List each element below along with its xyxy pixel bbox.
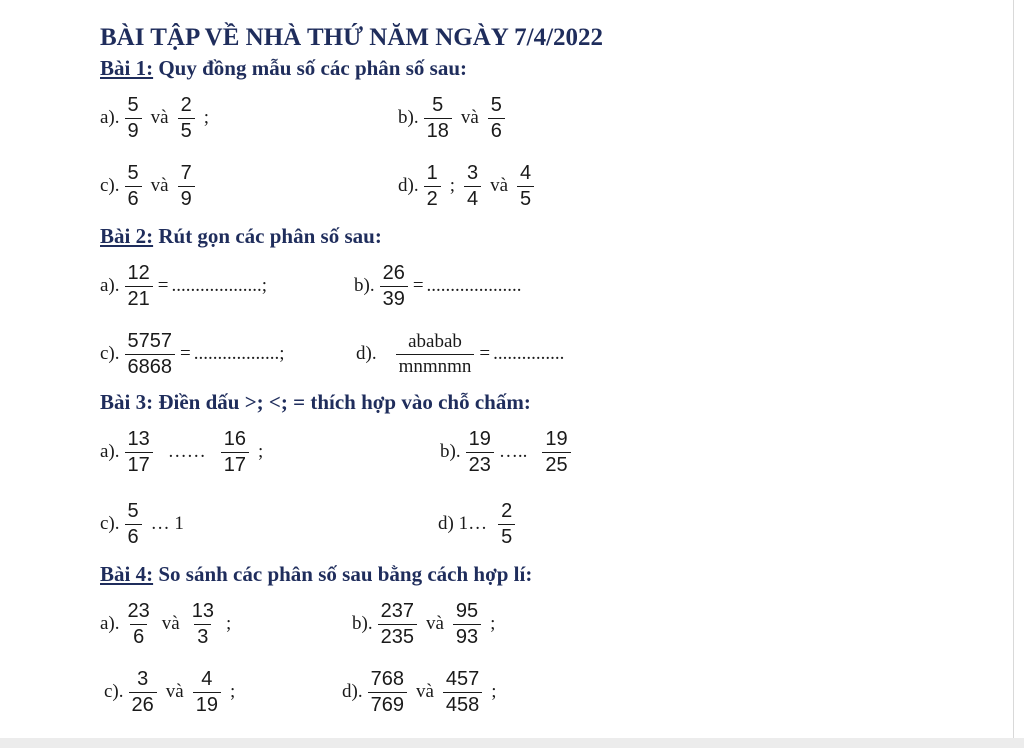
denominator: 21 — [125, 286, 153, 310]
equals-sign: = — [157, 275, 169, 296]
numerator: ababab — [408, 330, 462, 352]
denominator: 26 — [129, 692, 157, 716]
fraction — [453, 601, 481, 648]
fraction — [125, 601, 153, 648]
exercise-4-item-c — [104, 660, 239, 724]
exercise-3-item-c — [100, 492, 188, 556]
fraction — [125, 95, 142, 142]
numerator: 3 — [466, 161, 479, 184]
denominator: 23 — [466, 452, 494, 476]
fraction — [178, 163, 195, 210]
numerator: 2 — [501, 499, 513, 522]
denominator: 6868 — [125, 354, 176, 378]
numerator: 5 — [127, 499, 139, 522]
item-prefix: c). — [100, 175, 120, 196]
answer-blank: ............... — [493, 343, 565, 364]
numerator: 13 — [191, 599, 214, 622]
fraction — [221, 429, 249, 476]
exercise-3-item-b — [440, 420, 576, 484]
denominator: 6 — [125, 524, 142, 548]
denominator: 5 — [498, 524, 515, 548]
fraction — [424, 95, 452, 142]
exercise-4-item-a — [100, 592, 235, 656]
numerator: 5757 — [127, 329, 173, 352]
numerator: 5 — [490, 93, 502, 116]
numerator: 26 — [382, 261, 405, 284]
separator: ; — [229, 681, 236, 702]
answer-blank: ..................; — [193, 343, 285, 364]
fraction — [125, 163, 142, 210]
item-prefix: d). — [356, 343, 377, 364]
exercise-2-item-c — [100, 322, 285, 386]
denominator: 93 — [453, 624, 481, 648]
exercise-3-item-a — [100, 420, 267, 484]
item-prefix: a). — [100, 107, 120, 128]
fraction — [125, 263, 153, 310]
item-prefix: d). — [398, 175, 419, 196]
numerator: 13 — [127, 427, 150, 450]
fraction — [424, 163, 441, 210]
item-prefix: c). — [100, 343, 120, 364]
fraction — [125, 331, 176, 378]
numerator: 1 — [426, 161, 438, 184]
fraction — [498, 501, 515, 548]
comparison-blank: … 1 — [150, 513, 184, 534]
exercise-1-item-c — [100, 154, 200, 218]
exercise-4-label: Bài 4: — [100, 562, 154, 586]
denominator: 6 — [130, 624, 147, 648]
numerator: 457 — [445, 667, 480, 690]
numerator: 5 — [127, 93, 139, 116]
equals-sign: = — [180, 343, 191, 364]
denominator: 9 — [178, 186, 195, 210]
fraction — [466, 429, 494, 476]
fraction — [378, 601, 417, 648]
answer-blank: .................... — [426, 275, 522, 296]
separator: ; — [490, 613, 496, 634]
exercise-2-item-a — [100, 254, 267, 318]
fraction — [517, 163, 534, 210]
item-prefix: b). — [398, 107, 419, 128]
exercise-3-heading: Bài 3: Điền dấu >; <; = thích hợp vào chỗ chấm: — [100, 390, 531, 414]
separator: ; — [225, 613, 232, 634]
fraction — [125, 501, 142, 548]
exercise-2-heading — [100, 224, 382, 249]
denominator: 9 — [125, 118, 142, 142]
conjunction: và — [490, 175, 509, 196]
denominator: 5 — [178, 118, 195, 142]
comparison-blank: …… — [167, 441, 206, 462]
denominator: 17 — [125, 452, 153, 476]
viewer-bottom-bar — [0, 738, 1024, 748]
exercise-4-heading — [100, 562, 532, 587]
exercise-4-item-b — [352, 592, 499, 656]
exercise-2-item-b — [354, 254, 522, 318]
fraction — [443, 669, 482, 716]
denominator: mnmnmn — [396, 354, 475, 377]
denominator: 769 — [368, 692, 407, 716]
numerator: 5 — [432, 93, 444, 116]
numerator: 23 — [127, 599, 150, 622]
conjunction: và — [415, 681, 434, 702]
item-prefix: b). — [354, 275, 375, 296]
numerator: 768 — [370, 667, 404, 690]
conjunction: và — [150, 175, 169, 196]
fraction — [396, 332, 475, 377]
denominator: 4 — [464, 186, 481, 210]
separator: ; — [258, 441, 264, 462]
denominator: 458 — [443, 692, 482, 716]
fraction — [129, 669, 157, 716]
numerator: 4 — [201, 667, 213, 690]
denominator: 235 — [378, 624, 417, 648]
numerator: 3 — [137, 667, 149, 690]
conjunction: và — [165, 681, 184, 702]
document-title: BÀI TẬP VỀ NHÀ THỨ NĂM NGÀY 7/4/2022 — [100, 24, 604, 51]
exercise-2-text: Rút gọn các phân số sau: — [153, 224, 382, 248]
item-prefix: b). — [440, 441, 461, 462]
item-prefix: c). — [104, 681, 124, 702]
conjunction: và — [150, 107, 169, 128]
numerator: 237 — [380, 599, 414, 622]
denominator: 18 — [424, 118, 452, 142]
numerator: 4 — [520, 161, 532, 184]
item-prefix: a). — [100, 441, 120, 462]
item-prefix: b). — [352, 613, 373, 634]
denominator: 19 — [193, 692, 221, 716]
conjunction: và — [460, 107, 479, 128]
conjunction: và — [425, 613, 444, 634]
equals-sign: = — [412, 275, 424, 296]
numerator: 2 — [180, 93, 192, 116]
fraction — [193, 669, 221, 716]
fraction — [542, 429, 570, 476]
exercise-1-item-b — [398, 86, 510, 150]
exercise-2-label: Bài 2: — [100, 224, 154, 248]
numerator: 12 — [127, 261, 150, 284]
denominator: 6 — [488, 118, 505, 142]
separator: ; — [491, 681, 497, 702]
exercise-1-heading — [100, 56, 467, 81]
exercise-2-item-d — [356, 322, 564, 386]
denominator: 25 — [542, 452, 570, 476]
fraction — [125, 429, 153, 476]
exercise-3-item-d — [438, 492, 520, 556]
item-prefix: c). — [100, 513, 120, 534]
answer-blank: ...................; — [171, 275, 268, 296]
conjunction: và — [161, 613, 180, 634]
separator: ; — [203, 107, 209, 128]
fraction — [488, 95, 505, 142]
denominator: 17 — [221, 452, 249, 476]
denominator: 39 — [380, 286, 408, 310]
numerator: 16 — [223, 427, 247, 450]
item-prefix: a). — [100, 613, 120, 634]
exercise-4-item-d — [342, 660, 501, 724]
numerator: 19 — [545, 427, 568, 450]
item-prefix: a). — [100, 275, 120, 296]
fraction — [380, 263, 408, 310]
exercise-4-text: So sánh các phân số sau bằng cách hợp lí: — [153, 562, 533, 586]
fraction — [178, 95, 195, 142]
denominator: 3 — [194, 624, 211, 648]
exercise-1-text: Quy đồng mẫu số các phân số sau: — [153, 56, 468, 80]
page-edge-divider — [1013, 0, 1014, 738]
comparison-blank: ….. — [498, 441, 528, 462]
numerator: 5 — [127, 161, 139, 184]
exercise-1-label: Bài 1: — [100, 56, 154, 80]
numerator: 19 — [468, 427, 491, 450]
separator: ; — [449, 175, 455, 196]
exercise-1-item-d — [398, 154, 539, 218]
fraction — [464, 163, 481, 210]
numerator: 95 — [455, 599, 479, 622]
fraction — [368, 669, 407, 716]
numerator: 7 — [180, 161, 192, 184]
exercise-1-item-a — [100, 86, 213, 150]
item-prefix: d) 1… — [438, 513, 488, 534]
denominator: 5 — [517, 186, 534, 210]
denominator: 2 — [424, 186, 441, 210]
item-prefix: d). — [342, 681, 363, 702]
denominator: 6 — [125, 186, 142, 210]
fraction — [189, 601, 217, 648]
equals-sign: = — [479, 343, 491, 364]
